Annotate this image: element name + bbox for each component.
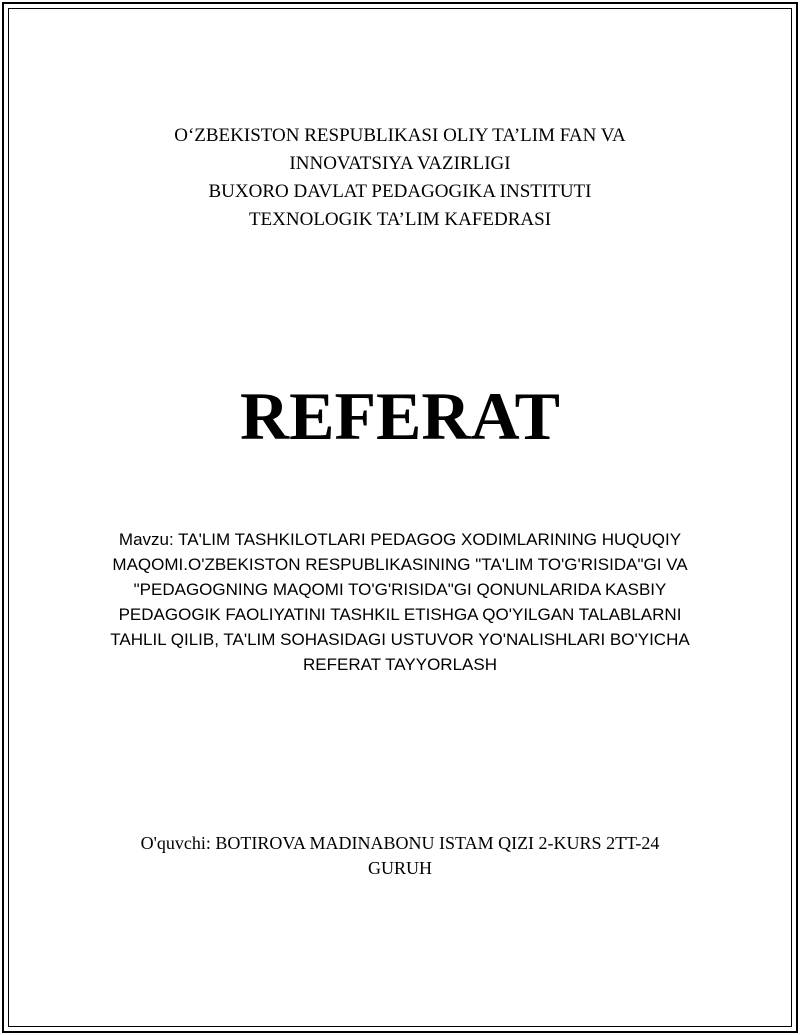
topic-text: TA'LIM TASHKILOTLARI PEDAGOG XODIMLARINING HUQUQIY MAQOMI.O'ZBEKISTON RESPUBLIKASINING "TA'LIM TO'G'RISIDA"GI VA "PEDAGOGNING MAQOMI TO'G'RISIDA"GI QONUNLARIDA KASBIY PEDAGOGIK FAOLIYATINI TASHKIL ETISHGA QO'YILGAN TALABLARNI TAHLIL QILIB, TA'LIM SOHASIDAGI USTUVOR YO'NALISHLARI BO'YICHA REFERAT TAYYORLASH — [110, 530, 690, 674]
institution-header — [0, 122, 800, 234]
student-text: BOTIROVA MADINABONU ISTAM QIZI 2-KURS 2TT-24 GURUH — [215, 833, 660, 878]
topic-label: Mavzu: — [118, 530, 174, 549]
student-label: O'quvchi: — [140, 833, 211, 853]
header-line: O‘ZBEKISTON RESPUBLIKASI OLIY TA’LIM FAN VA — [174, 125, 626, 146]
document-title: REFERAT — [240, 378, 560, 454]
topic-block — [110, 527, 690, 677]
header-line: BUXORO DAVLAT PEDAGOGIKA INSTITUTI — [208, 181, 592, 202]
student-block — [110, 831, 690, 881]
header-line: INNOVATSIYA VAZIRLIGI — [289, 153, 511, 174]
header-line: TEXNOLOGIK TA’LIM KAFEDRASI — [248, 209, 552, 230]
